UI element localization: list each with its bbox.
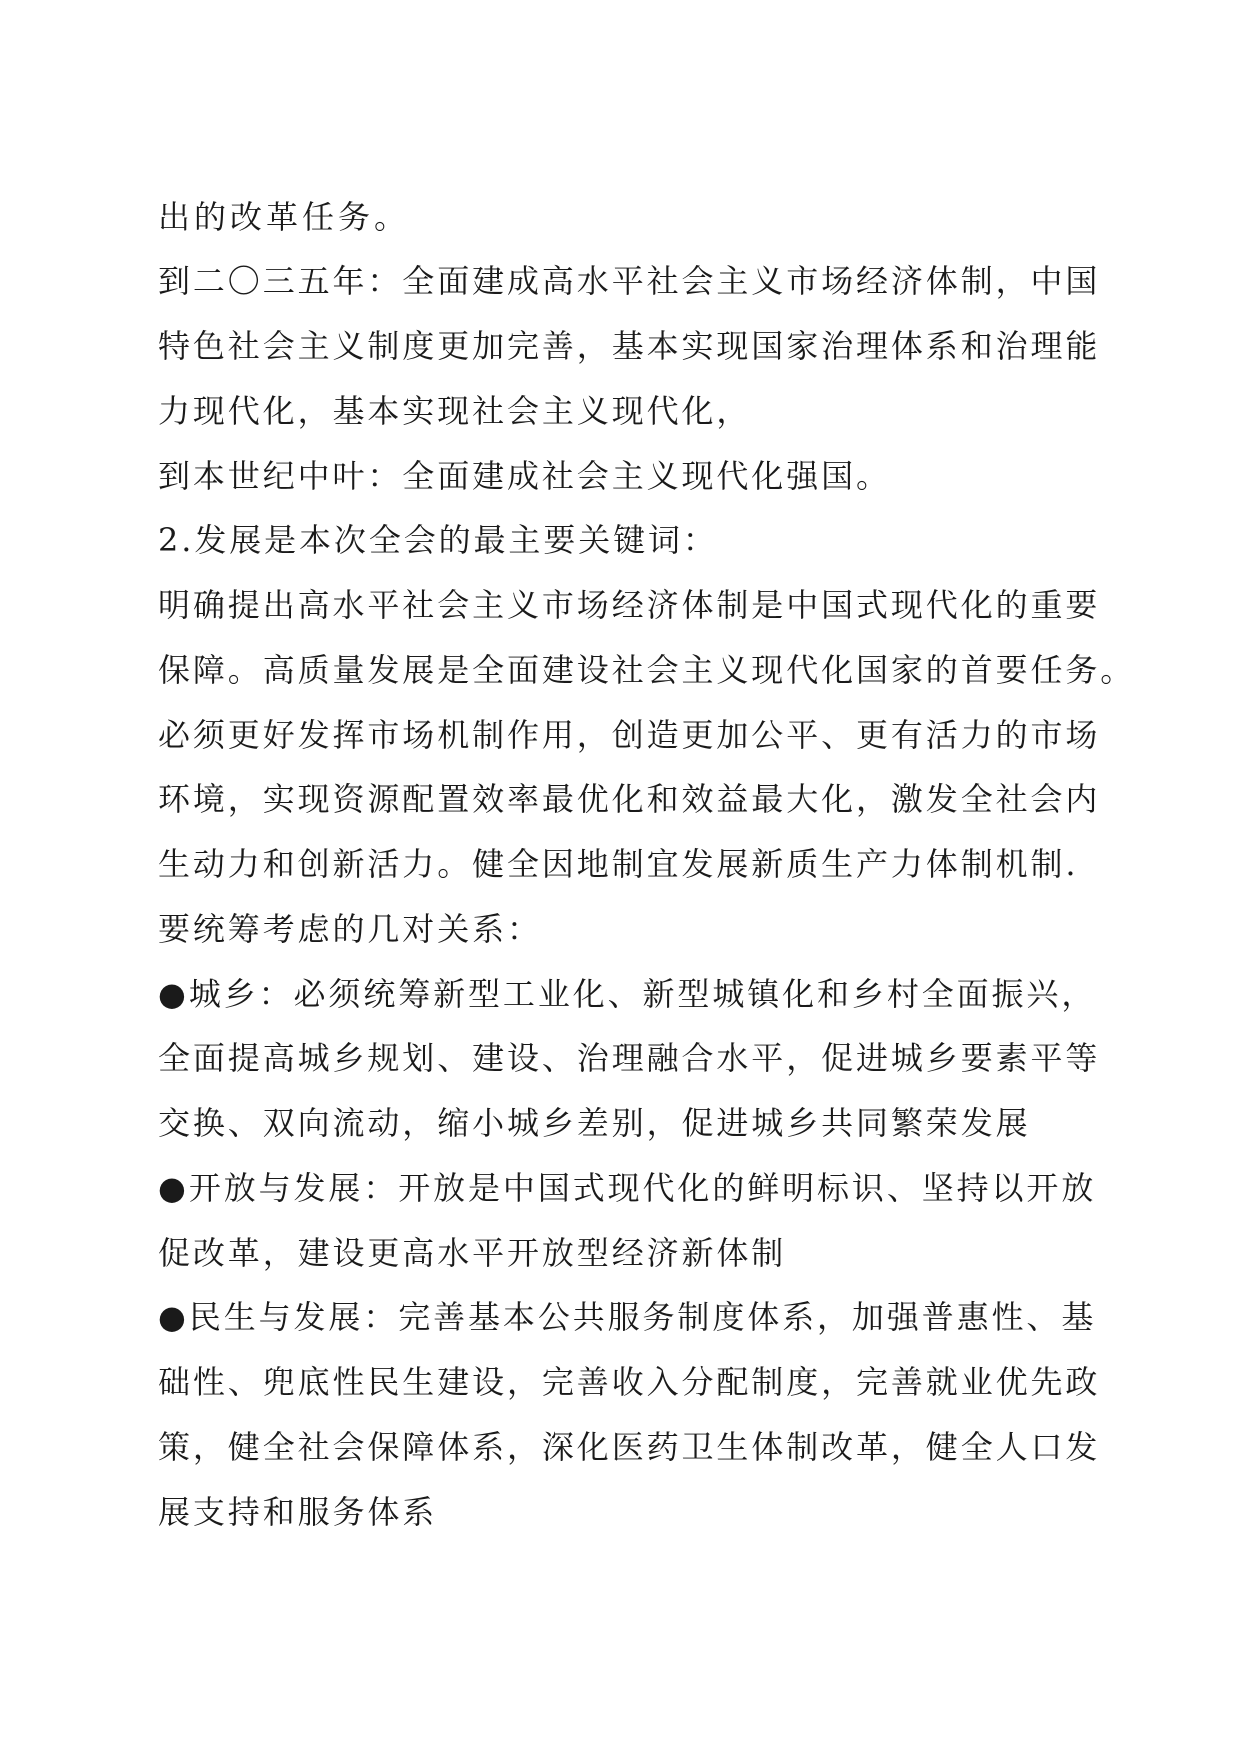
bullet-item-livelihood: ●民生与发展：完善基本公共服务制度体系，加强普惠性、基 (158, 1298, 1097, 1336)
text-line: 特色社会主义制度更加完善，基本实现国家治理体系和治理能 (158, 327, 1101, 365)
text-line: 展支持和服务体系 (158, 1493, 438, 1531)
bullet-item-opening: ●开放与发展：开放是中国式现代化的鲜明标识、坚持以开放 (158, 1169, 1097, 1207)
bullet-item-urban-rural: ●城乡：必须统筹新型工业化、新型城镇化和乡村全面振兴， (158, 975, 1097, 1013)
text-line: 础性、兜底性民生建设，完善收入分配制度，完善就业优先政 (158, 1363, 1101, 1401)
text-line: 环境，实现资源配置效率最优化和效益最大化，激发全社会内 (158, 780, 1101, 818)
text-line: 明确提出高水平社会主义市场经济体制是中国式现代化的重要 (158, 586, 1101, 624)
text-line: 保障。高质量发展是全面建设社会主义现代化国家的首要任务。 (158, 651, 1136, 689)
text-line: 力现代化，基本实现社会主义现代化， (158, 392, 752, 430)
text-line: 策，健全社会保障体系，深化医药卫生体制改革，健全人口发 (158, 1428, 1101, 1466)
text-line: 出的改革任务。 (158, 198, 411, 236)
text-line: 交换、双向流动，缩小城乡差别，促进城乡共同繁荣发展 (158, 1104, 1031, 1142)
text-line: 到本世纪中叶：全面建成社会主义现代化强国。 (158, 457, 891, 495)
text-line: 必须更好发挥市场机制作用，创造更加公平、更有活力的市场 (158, 716, 1101, 754)
text-line: 促改革，建设更高水平开放型经济新体制 (158, 1234, 787, 1272)
subheading: 要统筹考虑的几对关系： (158, 910, 542, 948)
text-line: 生动力和创新活力。健全因地制宜发展新质生产力体制机制. (158, 845, 1079, 883)
text-line: 全面提高城乡规划、建设、治理融合水平，促进城乡要素平等 (158, 1039, 1101, 1077)
text-line: 到二〇三五年：全面建成高水平社会主义市场经济体制，中国 (158, 262, 1101, 300)
section-heading: 2.发展是本次全会的最主要关键词： (158, 521, 718, 559)
